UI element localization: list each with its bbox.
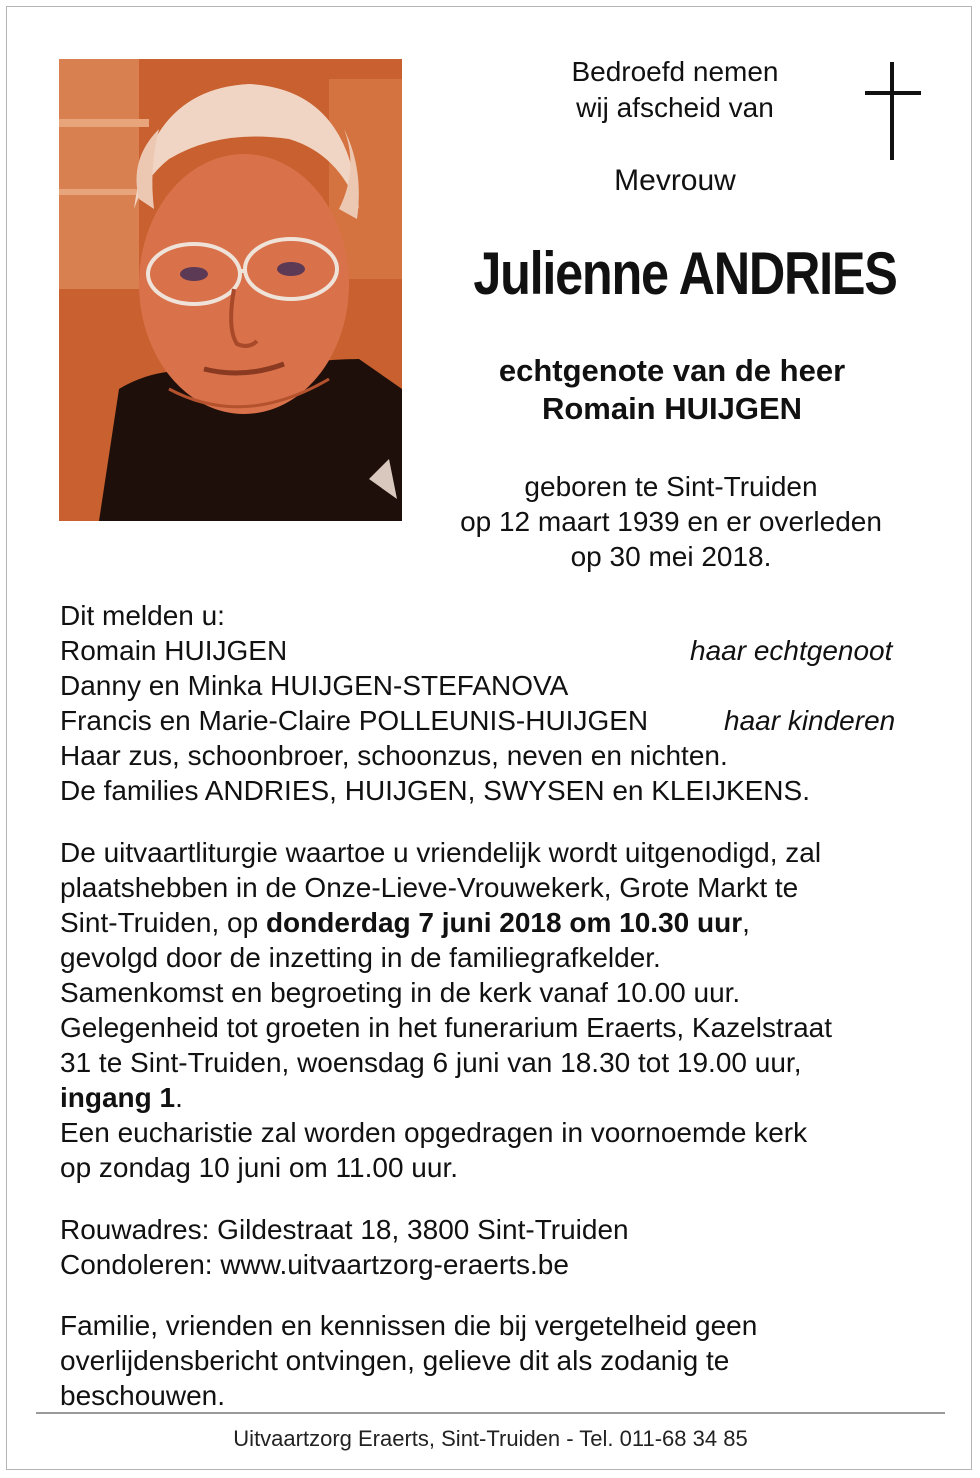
intro-line-2: wij afscheid van [576, 92, 774, 123]
footer-divider [36, 1412, 945, 1414]
liturgy-line: 31 te Sint-Truiden, woensdag 6 juni van 18.30 tot 19.00 uur, [60, 1047, 802, 1078]
liturgy-line: De uitvaartliturgie waartoe u vriendelijk wordt uitgenodigd, zal [60, 837, 822, 868]
relative-name: Danny en Minka HUIJGEN-STEFANOVA [60, 670, 569, 701]
liturgy-text: Sint-Truiden, op [60, 907, 266, 938]
deceased-name: Julienne ANDRIES [473, 240, 897, 307]
families-line: De families ANDRIES, HUIJGEN, SWYSEN en KLEIJKENS. [60, 775, 810, 806]
liturgy-line [60, 905, 930, 940]
birth-line-3: op 30 mei 2018. [570, 541, 772, 572]
intro-line-1: Bedroefd nemen [571, 56, 779, 87]
liturgy-block [60, 835, 930, 1185]
closing-line: Familie, vrienden en kennissen die bij vergetelheid geen [60, 1310, 758, 1341]
liturgy-line: gevolgd door de inzetting in de familiegrafkelder. [60, 942, 661, 973]
mourning-address: Rouwadres: Gildestraat 18, 3800 Sint-Truiden [60, 1214, 629, 1245]
liturgy-date-time: donderdag 7 juni 2018 om 10.30 uur [265, 907, 743, 938]
birth-line-2: op 12 maart 1939 en er overleden [460, 506, 882, 537]
spouse-text [430, 352, 914, 428]
relative-role: haar echtgenoot [690, 635, 893, 666]
relative-role: haar kinderen [724, 705, 896, 736]
closing-line: overlijdensbericht ontvingen, gelieve dit als zodanig te [60, 1345, 730, 1376]
relatives-line: Haar zus, schoonbroer, schoonzus, neven en nichten. [60, 740, 728, 771]
birth-line-1: geboren te Sint-Truiden [524, 471, 818, 502]
relative-name: Francis en Marie-Claire POLLEUNIS-HUIJGEN [60, 705, 649, 736]
liturgy-text: . [175, 1082, 183, 1113]
latin-cross-icon [862, 62, 924, 165]
liturgy-line: Samenkomst en begroeting in de kerk vanaf 10.00 uur. [60, 977, 741, 1008]
closing-block [60, 1308, 930, 1413]
closing-line: beschouwen. [60, 1380, 226, 1411]
intro-text [520, 54, 830, 126]
footer-text: Uitvaartzorg Eraerts, Sint-Truiden - Tel. 011-68 34 85 [233, 1426, 748, 1451]
spouse-line-2: Romain HUIJGEN [541, 391, 803, 426]
announcement-heading: Dit melden u: [60, 600, 225, 631]
liturgy-line: Gelegenheid tot groeten in het funerarium Eraerts, Kazelstraat [60, 1012, 832, 1043]
liturgy-text: , [742, 907, 750, 938]
title-prefix: Mevrouw [614, 164, 736, 197]
announcement-block [60, 598, 930, 808]
liturgy-line: plaatshebben in de Onze-Lieve-Vrouwekerk, Grote Markt te [60, 872, 799, 903]
portrait-photo [59, 59, 402, 521]
address-block [60, 1212, 930, 1282]
birth-death-text [420, 469, 922, 574]
liturgy-line: op zondag 10 juni om 11.00 uur. [60, 1152, 459, 1183]
entrance-label: ingang 1 [60, 1082, 176, 1113]
relative-name: Romain HUIJGEN [60, 635, 288, 666]
relative-row [60, 633, 930, 668]
liturgy-line [60, 1080, 930, 1115]
liturgy-line: Een eucharistie zal worden opgedragen in voornoemde kerk [60, 1117, 808, 1148]
condolence-link: Condoleren: www.uitvaartzorg-eraerts.be [60, 1249, 569, 1280]
spouse-line-1: echtgenote van de heer [498, 353, 846, 388]
relative-row [60, 703, 930, 738]
